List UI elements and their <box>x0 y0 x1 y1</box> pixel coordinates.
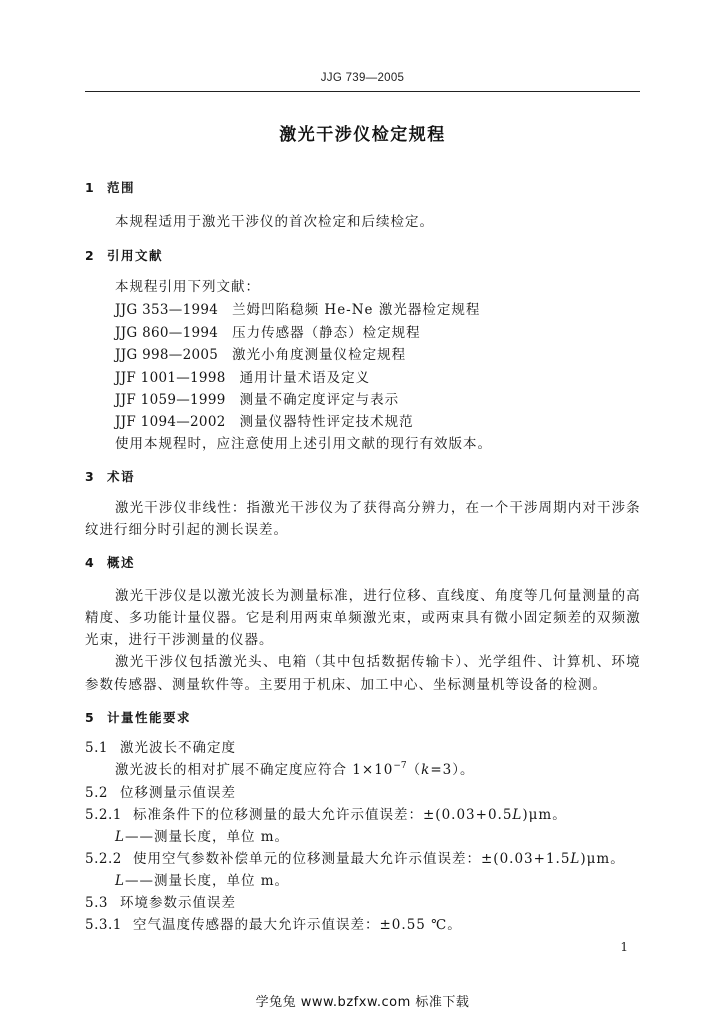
clause-title: 位移测量示值误差 <box>120 785 236 801</box>
section-number: 4 <box>85 555 94 570</box>
clause-5-3-heading <box>85 892 236 914</box>
page-number: 1 <box>620 940 628 954</box>
section-1-heading <box>85 177 135 199</box>
clause-5-2-2 <box>85 848 625 870</box>
references-note: 使用本规程时，应注意使用上述引用文献的现行有效版本。 <box>115 436 492 452</box>
exponent: −7 <box>393 761 407 771</box>
paragraph-line: 纹进行细分时引起的测长误差。 <box>85 522 288 538</box>
section-title: 引用文献 <box>107 248 164 263</box>
clause-text: 使用空气参数补偿单元的位移测量最大允许示值误差：±(0.03+1.5 <box>133 851 571 867</box>
requirement-tail: =3）。 <box>430 762 475 778</box>
section-title: 术语 <box>107 469 136 484</box>
clause-text: 标准条件下的位移测量的最大允许示值误差：±(0.03+0.5 <box>133 807 513 823</box>
section-1-text: 本规程适用于激光干涉仪的首次检定和后续检定。 <box>115 214 434 230</box>
length-variable: L <box>115 873 125 889</box>
reference-name: 激光小角度测量仪检定规程 <box>232 347 407 363</box>
reference-name: 压力传感器（静态）检定规程 <box>232 325 421 341</box>
clause-number: 5.2.2 <box>85 851 122 867</box>
requirement-text: 激光波长的相对扩展不确定度应符合 1×10 <box>115 762 394 778</box>
coverage-factor: k <box>421 762 431 778</box>
length-variable: L <box>512 807 523 823</box>
clause-number: 5.3.1 <box>85 917 122 933</box>
section-number: 5 <box>85 710 94 725</box>
reference-item <box>115 299 480 321</box>
header-rule <box>85 91 640 92</box>
section-title: 范围 <box>107 180 136 195</box>
clause-5-1-heading <box>85 737 236 759</box>
section-2-heading <box>85 245 163 267</box>
variable-definition <box>115 826 289 848</box>
clause-title: 环境参数示值误差 <box>120 895 236 911</box>
reference-code: JJF 1094—2002 <box>115 414 226 430</box>
length-variable: L <box>570 851 581 867</box>
section-number: 2 <box>85 248 94 263</box>
reference-item <box>115 389 399 411</box>
reference-item <box>115 367 370 389</box>
clause-unit: )μm。 <box>522 807 567 823</box>
running-header: JJG 739—2005 <box>320 72 405 84</box>
clause-5-3-1 <box>85 914 462 936</box>
reference-code: JJG 353—1994 <box>115 302 219 318</box>
section-3-heading <box>85 466 135 488</box>
paragraph-line: 精度、多功能计量仪器。它是利用两束单频激光束，或两束具有微小固定频差的双频激 <box>85 610 640 626</box>
section-5-heading <box>85 707 191 729</box>
clause-5-2-1 <box>85 804 567 826</box>
clause-number: 5.2 <box>85 785 108 801</box>
variable-definition <box>115 870 289 892</box>
section-4-heading <box>85 552 135 574</box>
reference-name: 通用计量术语及定义 <box>239 370 371 386</box>
length-variable: L <box>115 829 125 845</box>
reference-code: JJG 998—2005 <box>115 347 219 363</box>
references-intro: 本规程引用下列文献： <box>115 279 260 295</box>
reference-code: JJF 1059—1999 <box>115 392 226 408</box>
definition-text: ——测量长度，单位 m。 <box>124 873 290 889</box>
clause-number: 5.1 <box>85 740 108 756</box>
paren-open: （ <box>406 762 422 778</box>
document-title: 激光干涉仪检定规程 <box>279 125 446 145</box>
paragraph-line: 激光干涉仪包括激光头、电箱（其中包括数据传输卡）、光学组件、计算机、环境 <box>115 654 640 670</box>
clause-number: 5.3 <box>85 895 108 911</box>
section-title: 计量性能要求 <box>107 710 192 725</box>
reference-name: 测量仪器特性评定技术规范 <box>239 414 414 430</box>
section-number: 1 <box>85 180 94 195</box>
paragraph-line: 参数传感器、测量软件等。主要用于机床、加工中心、坐标测量机等设备的检测。 <box>85 677 607 693</box>
reference-item <box>115 411 414 433</box>
reference-item <box>115 322 421 344</box>
clause-5-1-requirement <box>115 759 475 781</box>
footer-watermark: 学兔兔 www.bzfxw.com 标准下载 <box>255 995 470 1010</box>
reference-code: JJF 1001—1998 <box>115 370 226 386</box>
clause-number: 5.2.1 <box>85 807 122 823</box>
section-number: 3 <box>85 469 94 484</box>
reference-name: 测量不确定度评定与表示 <box>239 392 400 408</box>
reference-item <box>115 344 406 366</box>
reference-name: 兰姆凹陷稳频 He-Ne 激光器检定规程 <box>232 302 481 318</box>
definition-text: ——测量长度，单位 m。 <box>124 829 290 845</box>
section-title: 概述 <box>107 555 136 570</box>
clause-text: 空气温度传感器的最大允许示值误差：±0.55 ℃。 <box>133 917 462 933</box>
paragraph-line: 光束，进行干涉测量的仪器。 <box>85 632 274 648</box>
clause-5-2-heading <box>85 782 236 804</box>
reference-code: JJG 860—1994 <box>115 325 219 341</box>
clause-title: 激光波长不确定度 <box>120 740 236 756</box>
paragraph-line: 激光干涉仪非线性：指激光干涉仪为了获得高分辨力，在一个干涉周期内对干涉条 <box>115 500 640 516</box>
paragraph-line: 激光干涉仪是以激光波长为测量标准，进行位移、直线度、角度等几何量测量的高 <box>115 588 640 604</box>
clause-unit: )μm。 <box>580 851 625 867</box>
